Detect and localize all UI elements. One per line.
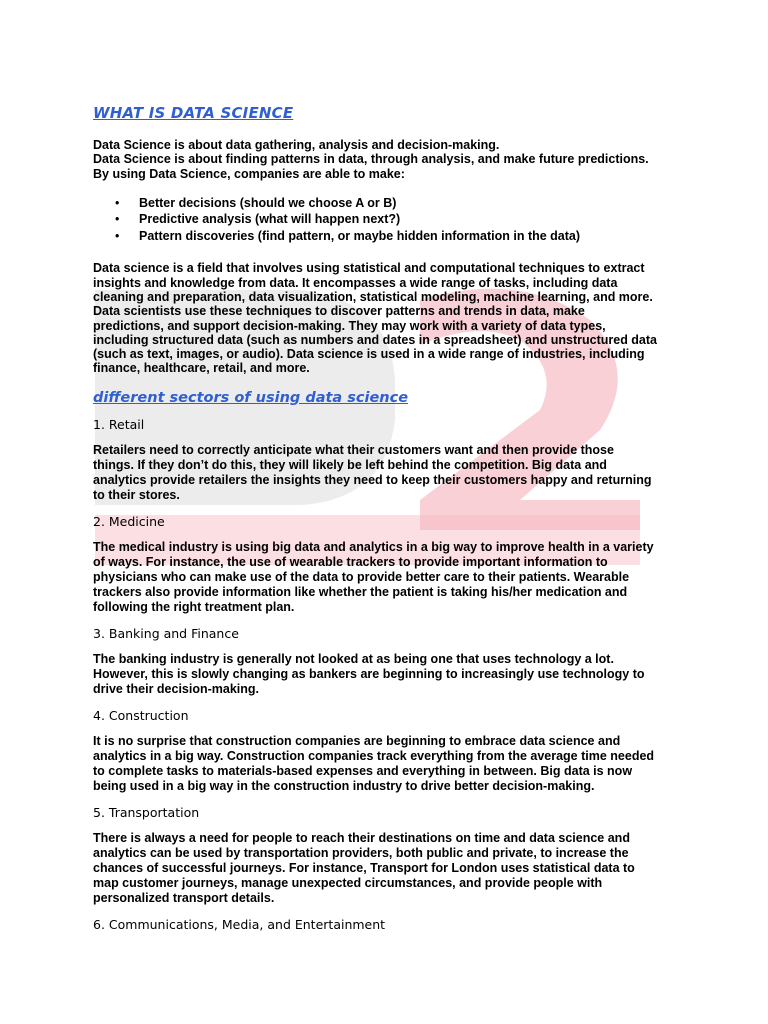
sector-body — [93, 652, 683, 697]
paragraph-line: to their stores. — [93, 487, 180, 502]
paragraph-line: drive their decision-making. — [93, 681, 260, 696]
page-title: WHAT IS DATA SCIENCE — [93, 104, 294, 122]
sector-title: 3. Banking and Finance — [93, 625, 239, 641]
document-page — [93, 104, 683, 943]
paragraph-line: personalized transport details. — [93, 890, 275, 905]
paragraph-line: The medical industry is using big data and analytics in a big way to improve health in a variety — [93, 539, 654, 554]
sector-title: 4. Construction — [93, 707, 189, 723]
paragraph-line: Data scientists use these techniques to discover patterns and trends in data, make — [93, 304, 585, 319]
paragraph-line: including structured data (such as numbers and dates in a spreadsheet) and unstructured data — [93, 332, 658, 347]
paragraph-line: map customer journeys, manage unexpected circumstances, and provide people with — [93, 875, 603, 890]
paragraph-line: to complete tasks to materials-based expenses and everything in between. Big data is now — [93, 763, 633, 778]
paragraph-line: However, this is slowly changing as bankers are beginning to increasingly use technology to — [93, 666, 645, 681]
paragraph-line: It is no surprise that construction companies are beginning to embrace data science and — [93, 733, 621, 748]
sector-body — [93, 540, 683, 615]
sector-title: 1. Retail — [93, 416, 145, 432]
sector-medicine — [93, 515, 683, 615]
sector-transportation — [93, 806, 683, 906]
sector-banking — [93, 627, 683, 697]
list-item-text: Better decisions (should we choose A or B) — [139, 195, 397, 210]
paragraph-line: Retailers need to correctly anticipate what their customers want and then provide those — [93, 442, 614, 457]
paragraph-line: analytics provide retailers the insights they need to keep their customers happy and returning — [93, 472, 652, 487]
list-item — [93, 228, 683, 245]
paragraph-line: of ways. For instance, the use of wearable trackers to provide important information to — [93, 554, 608, 569]
paragraph-line: insights and knowledge from data. It encompasses a wide range of tasks, including data — [93, 275, 618, 290]
paragraph-line: analytics can be used by transportation providers, both public and private, to increase the — [93, 845, 629, 860]
intro-line: Data Science is about data gathering, analysis and decision-making. — [93, 138, 500, 152]
bullet-icon: • — [115, 212, 120, 227]
sector-construction — [93, 709, 683, 794]
paragraph-line: following the right treatment plan. — [93, 599, 295, 614]
paragraph-line: things. If they don’t do this, they will likely be left behind the competition. Big data and — [93, 457, 607, 472]
intro-paragraph — [93, 138, 683, 181]
paragraph-line: physicians who can make use of the data to provide better care to their patients. Wearable — [93, 569, 630, 584]
sector-communications — [93, 918, 683, 932]
benefits-list — [93, 195, 683, 245]
paragraph-line: There is always a need for people to reach their destinations on time and data science and — [93, 830, 630, 845]
paragraph-line: Data science is a field that involves using statistical and computational techniques to extract — [93, 261, 645, 276]
list-item — [93, 211, 683, 228]
list-item-text: Predictive analysis (what will happen next?) — [139, 212, 401, 227]
sector-title: 5. Transportation — [93, 804, 200, 820]
sector-body — [93, 443, 683, 503]
sector-title: 6. Communications, Media, and Entertainment — [93, 916, 386, 932]
paragraph-line: analytics in a big way. Construction companies track everything from the average time needed — [93, 748, 655, 763]
paragraph-line: trackers also provide information like whether the patient is taking his/her medication and — [93, 584, 628, 599]
paragraph-line: finance, healthcare, retail, and more. — [93, 361, 310, 376]
intro-line: Data Science is about finding patterns in data, through analysis, and make future predictions. — [93, 152, 649, 167]
paragraph-line: cleaning and preparation, data visualization, statistical modeling, machine learning, and more. — [93, 289, 653, 304]
paragraph-line: chances of successful journeys. For instance, Transport for London uses statistical data to — [93, 860, 635, 875]
sector-body — [93, 734, 683, 794]
bullet-icon: • — [115, 195, 120, 210]
paragraph-line: The banking industry is generally not looked at as being one that uses technology a lot. — [93, 651, 614, 666]
paragraph-line: (such as text, images, or audio). Data science is used in a wide range of industries, including — [93, 347, 645, 362]
sector-retail — [93, 418, 683, 503]
bullet-icon: • — [115, 228, 120, 243]
list-item — [93, 195, 683, 212]
intro-line: By using Data Science, companies are able to make: — [93, 166, 405, 181]
definition-paragraph — [93, 261, 683, 375]
paragraph-line: being used in a big way in the construction industry to drive better decision-making. — [93, 778, 595, 793]
paragraph-line: predictions, and support decision-making. They may work with a variety of data types, — [93, 318, 606, 333]
sector-title: 2. Medicine — [93, 513, 165, 529]
list-item-text: Pattern discoveries (find pattern, or maybe hidden information in the data) — [139, 228, 581, 243]
sector-body — [93, 831, 683, 906]
section-heading: different sectors of using data science — [93, 389, 409, 406]
